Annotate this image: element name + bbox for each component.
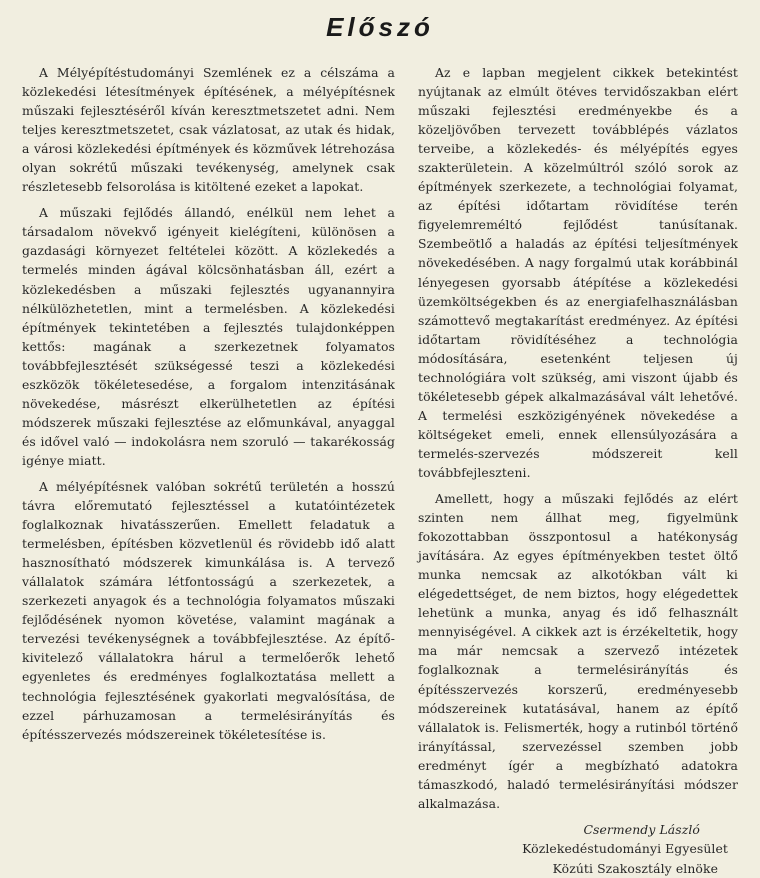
paragraph: A mélyépítésnek valóban sokrétű területén a hosszú távra előremutató fejlesztéssel a kutatóintézetek foglalkoznak hivatásszerűen. Emellett feladatuk a termelésben, építésben közvetlenül és rövidebb idő alatt hasznosítható módszerek kimunkálása is. A tervező vállalatok számára létfontosságú a szerkezetek, a szerkezeti anyagok és a technológia folyamatos műszaki fejlődésének nyomon követése, valamint magának a tervezési tevékenységnek a továbbfejlesztése. Az építő-kivitelező vállalatokra hárul a termelőerők lehető egyenletes és eredményes foglalkoztatása mellett a technológia fejlesztésének gyakorlati megvalósítása, de ezzel párhuzamosan a termelésirányítás és építésszervezés módszereinek tökéletesítése is. <box>22 478 395 742</box>
author-organization: Közlekedéstudományi Egyesület <box>522 841 728 857</box>
left-column <box>22 63 395 751</box>
right-column <box>418 63 738 878</box>
paragraph: A műszaki fejlődés állandó, enélkül nem lehet a társadalom növekvő igényeit kielégíteni, különösen a gazdasági környezet feltételei között. A közlekedés a termelés minden ágával kölcsönhatásban áll, ezért a közlekedésben a műszaki fejlesztés ugyanannyira nélkülözhetetlen, mint a termelésben. A közlekedési építmények tekintetében a fejlesztés tulajdonképpen kettős: magának a szerkezetnek folyamatos továbbfejlesztését szükségessé teszi a közlekedési eszközök tökéletesedése, a forgalom intenzitásának növekedése, másrészt elkerülhetetlen az építési módszerek műszaki fejlesztése az előmunkával, anyaggal és idővel való — indokolásra nem szoruló — takarékosság igénye miatt. <box>22 205 395 468</box>
page-title: Előszó <box>326 12 434 42</box>
signature-block <box>418 820 738 878</box>
paragraph: Az e lapban megjelent cikkek betekintést nyújtanak az elmúlt ötéves tervidőszakban elért műszaki fejlesztési eredményekbe és a közeljövőben tervezett továbblépés vázlatos terveibe, a közlekedés- és mélyépítés egyes szakterületein. A közelmúltról szóló sorok az építmények szerkezete, a technológiai folyamat, az építési időtartam rövidítése terén figyelemreméltó fejlődést tanúsítanak. Szembeötlő a haladás az építési teljesítmények növekedésében. A nagy forgalmú utak korábbinál lényegesen gyorsabb átépítése a közlekedési üzemköltségekben és az energiafelhasználásban számottevő megtakarítást eredményez. Az építési időtartam rövidítéséhez a technológia módosítására, esetenként teljesen új technológiára volt szükség, ami viszont újabb és tökéletesebb gépek alkalmazásával vált lehetővé. A termelési eszközigényének növekedése a költségeket emeli, ennek ellensúlyozására a termelés-szervezés módszereit kell továbbfejleszteni. <box>418 65 738 480</box>
paragraph: A Mélyépítéstudományi Szemlének ez a célszáma a közlekedési létesítmények építésének, a mélyépítésnek műszaki fejlesztéséről kíván keresztmetszetet adni. Nem teljes keresztmetszetet, csak vázlatosat, az utak és hidak, a városi közlekedési építmények és közművek létrehozása olyan sokrétű műszaki tevékenység, amelynek csak részletesebb felsorolása is kitöltené ezeket a lapokat. <box>22 65 395 195</box>
author-role: Közúti Szakosztály elnöke <box>552 860 718 876</box>
paragraph: Amellett, hogy a műszaki fejlődés az elért szinten nem állhat meg, figyelmünk fokozottabban összpontosul a hatékonyság javítására. Az egyes építményekben testet öltő munka nemcsak az alkotókban vált ki elégedettséget, de nem biztos, hogy elégedettek lehetünk a munka, anyag és idő felhasznált mennyiségével. A cikkek azt is érzékeltetik, hogy ma már nemcsak a szervező intézetek foglalkoznak a termelésirányítás és építésszervezés korszerű, eredményesebb módszereinek kutatásával, hanem az építő vállalatok is. Felismerték, hogy a rutinból történő irányítással, szervezéssel szemben jobb eredményt ígér a megbízható adatokra támaszkodó, haladó termelésirányítási módszer alkalmazása. <box>418 491 738 811</box>
author-name: Csermendy László <box>583 821 700 837</box>
